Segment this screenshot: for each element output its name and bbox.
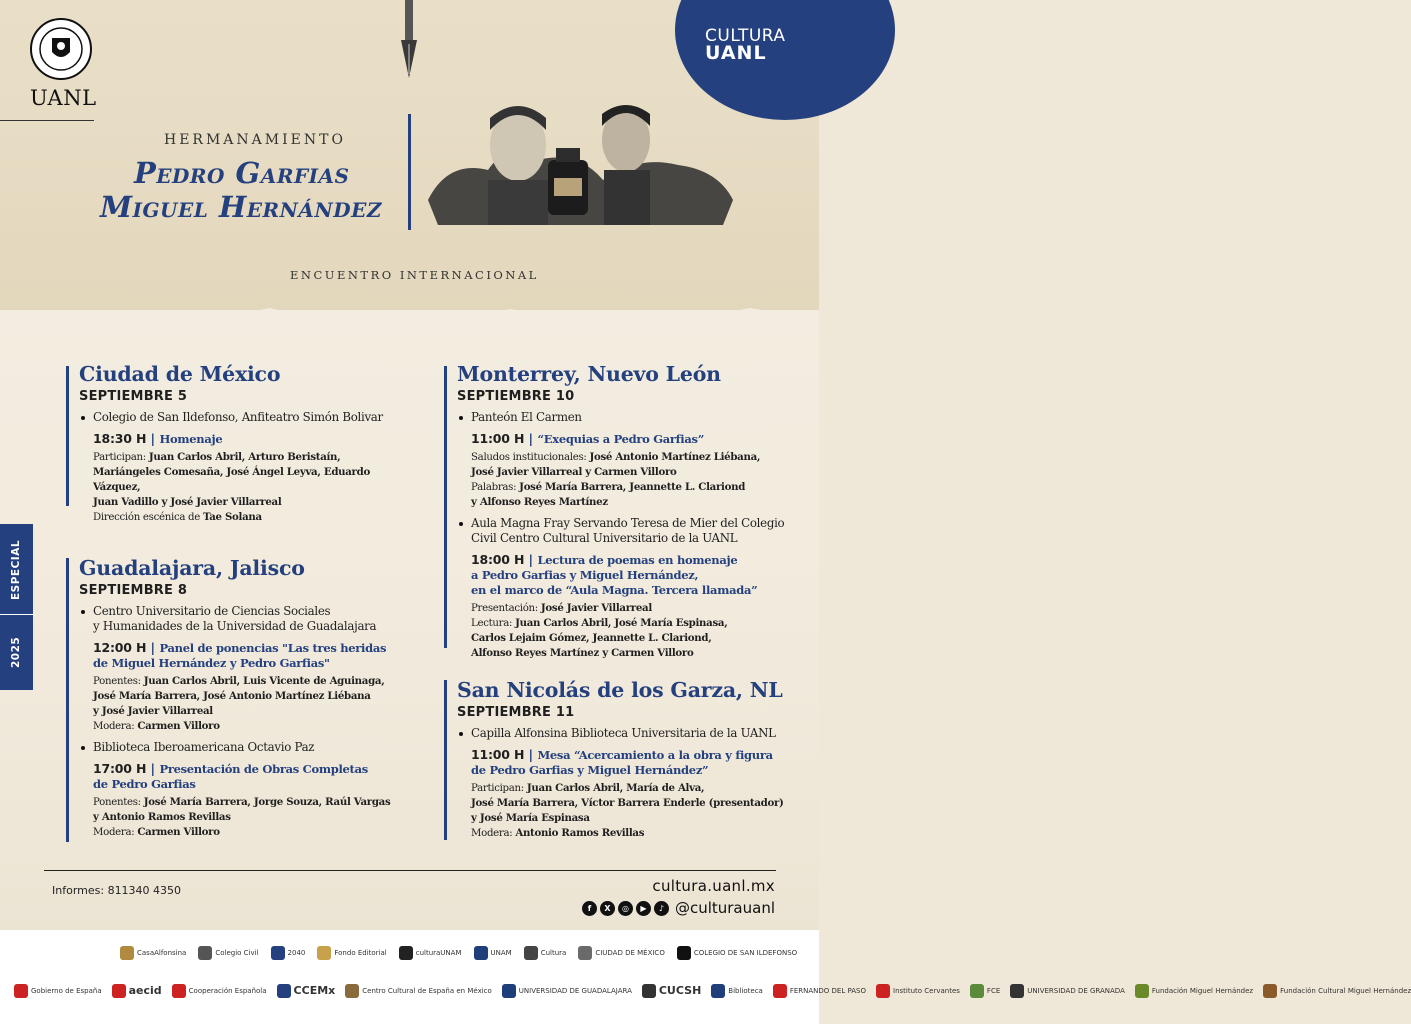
bullet-icon [459, 522, 463, 526]
partner-logo-text: FCE [986, 987, 1001, 995]
detail-label: Saludos institucionales: [471, 452, 590, 463]
event-venue [471, 516, 794, 546]
partner-logo [198, 946, 258, 960]
city-heading: Monterrey, Nuevo León [457, 362, 721, 386]
bullet-icon [459, 416, 463, 420]
partner-logo-icon [1135, 984, 1149, 998]
event-time-row [471, 430, 794, 447]
uanl-seal-logo [30, 18, 92, 80]
detail-names: Alfonso Reyes Martínez y Carmen Villoro [471, 647, 694, 659]
event-time-row [93, 639, 396, 671]
city-heading: Ciudad de México [79, 362, 281, 386]
partner-logo-icon [474, 946, 488, 960]
detail-label: Modera: [471, 828, 516, 839]
partner-logo-icon [14, 984, 28, 998]
event-details [93, 450, 396, 525]
x-icon[interactable]: X [600, 901, 615, 916]
detail-names: Juan Carlos Abril, Luis Vicente de Aguinaga, [143, 675, 385, 687]
event-time-row [471, 551, 794, 598]
partner-logo [474, 946, 512, 960]
partner-logo [1010, 984, 1125, 998]
event-item [457, 726, 794, 841]
event-time-row [93, 430, 396, 447]
partner-logo-text: UNAM [490, 949, 512, 957]
venue-line: Colegio de San Ildefonso, Anfiteatro Simón Bolivar [93, 410, 383, 424]
partner-logo-icon [970, 984, 984, 998]
uanl-logo-text: UANL [30, 86, 97, 110]
event-activity: de Pedro Garfias y Miguel Hernández” [471, 763, 709, 777]
detail-line [471, 631, 794, 646]
cultura-badge-line1: CULTURA [705, 26, 786, 46]
event-time: 12:00 H [93, 640, 147, 655]
detail-names: Antonio Ramos Revillas [515, 827, 645, 839]
partner-logo [502, 984, 632, 998]
portraits-illustration [428, 100, 733, 230]
partner-logo-text: Centro Cultural de España en México [362, 987, 492, 995]
footer-divider [44, 870, 776, 871]
partner-logo-text: Gobierno de España [31, 987, 102, 995]
detail-names: y Alfonso Reyes Martínez [471, 496, 608, 508]
partner-logo [172, 984, 267, 998]
website-link[interactable]: cultura.uanl.mx [652, 877, 775, 895]
detail-label: Ponentes: [93, 676, 144, 687]
event-activity: Panel de ponencias "Las tres heridas [159, 641, 387, 655]
partner-logo [642, 984, 701, 998]
city-heading: San Nicolás de los Garza, NL [457, 678, 783, 702]
partner-logo-text: Fondo Editorial [334, 949, 387, 957]
detail-names: José Antonio Martínez Liébana, [589, 451, 761, 463]
detail-line [471, 781, 794, 796]
event-time: 17:00 H [93, 761, 147, 776]
partner-logo [120, 946, 186, 960]
activity-line [471, 551, 794, 568]
date-heading: SEPTIEMBRE 10 [457, 389, 575, 404]
partner-logo-text: CasaAlfonsina [137, 949, 187, 957]
detail-names: José María Barrera, Jeannette L. Clariond [519, 481, 746, 493]
partner-logo-text: culturaUNAM [415, 949, 462, 957]
detail-label: Ponentes: [93, 797, 144, 808]
title-divider [408, 114, 411, 230]
title-name-2: Miguel Hernández [100, 190, 382, 224]
event-subtitle: ENCUENTRO INTERNACIONAL [290, 268, 539, 282]
activity-line [471, 430, 794, 447]
partner-logo [14, 984, 102, 998]
partner-logo-icon [317, 946, 331, 960]
detail-label: Palabras: [471, 482, 520, 493]
partner-logo-text: 2040 [287, 949, 306, 957]
detail-line [93, 810, 396, 825]
partner-logo-icon [642, 984, 656, 998]
partner-logo-icon [773, 984, 787, 998]
detail-names: y Antonio Ramos Revillas [93, 811, 231, 823]
partner-logo-text: Colegio Civil [215, 949, 259, 957]
logo-divider [0, 120, 94, 121]
partner-logos-row-2 [14, 984, 1411, 998]
tiktok-icon[interactable]: ♪ [654, 901, 669, 916]
detail-line [471, 495, 794, 510]
partner-logo [524, 946, 567, 960]
detail-line [471, 796, 794, 811]
detail-names: Juan Vadillo y José Javier Villarreal [93, 496, 282, 508]
partner-logo-icon [524, 946, 538, 960]
detail-line [93, 465, 396, 495]
venue-line: Civil Centro Cultural Universitario de la UANL [471, 531, 738, 545]
detail-names: José María Barrera, Víctor Barrera Enderle (presentador) [471, 797, 784, 809]
partner-logo-text: Cooperación Española [188, 987, 267, 995]
instagram-icon[interactable]: ◎ [618, 901, 633, 916]
detail-label: Modera: [93, 721, 138, 732]
partner-logo [1135, 984, 1253, 998]
event-venue [471, 726, 794, 741]
venue-line: Centro Universitario de Ciencias Sociales [93, 604, 331, 618]
city-heading: Guadalajara, Jalisco [79, 556, 305, 580]
partner-logo-text: aecid [128, 984, 162, 997]
event-details [471, 450, 794, 510]
partner-logo-icon [399, 946, 413, 960]
partner-logo-text: UNIVERSIDAD DE GUADALAJARA [518, 987, 632, 995]
partner-logo [1263, 984, 1411, 998]
schedule-section [444, 678, 794, 841]
event-item [79, 410, 396, 525]
event-item [79, 740, 396, 840]
detail-label: Presentación: [471, 603, 541, 614]
event-venue [93, 410, 396, 425]
detail-names: José María Barrera, Jorge Souza, Raúl Vargas [143, 796, 391, 808]
event-activity: de Miguel Hernández y Pedro Garfias" [93, 656, 330, 670]
detail-names: Juan Carlos Abril, José María Espinasa, [515, 617, 728, 629]
time-separator: | [524, 552, 538, 567]
event-activity: Presentación de Obras Completas [159, 762, 368, 776]
partner-logo-text: Fundación Cultural Miguel Hernández [1280, 987, 1411, 995]
detail-line [471, 465, 794, 480]
venue-line: Panteón El Carmen [471, 410, 582, 424]
partner-logo-text: CCEMx [293, 984, 336, 997]
partner-logo [345, 984, 492, 998]
detail-line [93, 450, 396, 465]
partner-logo-icon [112, 984, 126, 998]
detail-names: Carmen Villoro [137, 826, 220, 838]
detail-names: Mariángeles Comesaña, José Ángel Leyva, Eduardo Vázquez, [93, 466, 370, 493]
activity-line [93, 760, 396, 777]
event-time: 11:00 H [471, 747, 525, 762]
event-details [93, 795, 396, 840]
schedule-section [444, 362, 794, 661]
section-content [444, 678, 794, 841]
time-separator: | [146, 640, 160, 655]
detail-names: y José Javier Villarreal [93, 705, 213, 717]
event-activity: Homenaje [159, 432, 223, 446]
partner-logo [773, 984, 866, 998]
event-activity: Mesa “Acercamiento a la obra y figura [537, 748, 773, 762]
detail-label: Participan: [471, 783, 527, 794]
bullet-icon [81, 746, 85, 750]
event-activity: a Pedro Garfias y Miguel Hernández, [471, 568, 699, 582]
time-separator: | [524, 431, 538, 446]
detail-label: Lectura: [471, 618, 516, 629]
partner-logo-text: Cultura [540, 949, 567, 957]
time-separator: | [146, 761, 160, 776]
partner-logo-text: COLEGIO DE SAN ILDEFONSO [693, 949, 798, 957]
detail-label: Modera: [93, 827, 138, 838]
detail-names: Juan Carlos Abril, Arturo Beristaín, [148, 451, 341, 463]
partner-logo-icon [578, 946, 592, 960]
partner-logo-text: FERNANDO DEL PASO [789, 987, 866, 995]
partner-logo [711, 984, 763, 998]
schedule-section [66, 556, 396, 840]
partner-logo-icon [502, 984, 516, 998]
partner-logo-text: CIUDAD DE MÉXICO [595, 949, 665, 957]
detail-names: y José María Espinasa [471, 812, 590, 824]
section-content [66, 556, 396, 840]
event-details [471, 601, 794, 661]
partner-logo [970, 984, 1000, 998]
detail-line [93, 719, 396, 734]
partner-logo [277, 984, 336, 998]
detail-line [93, 825, 396, 840]
date-heading: SEPTIEMBRE 11 [457, 705, 575, 720]
facebook-icon[interactable]: f [582, 901, 597, 916]
title-name-1: Pedro Garfias [134, 156, 350, 190]
event-venue [93, 604, 396, 634]
activity-line [471, 746, 794, 763]
detail-line [93, 510, 396, 525]
title-kicker: HERMANAMIENTO [164, 132, 346, 148]
event-time-row [93, 760, 396, 792]
bullet-icon [81, 610, 85, 614]
event-item [457, 516, 794, 661]
partner-logo [578, 946, 665, 960]
detail-line [93, 704, 396, 719]
partner-logo-text: UNIVERSIDAD DE GRANADA [1027, 987, 1125, 995]
detail-line [471, 616, 794, 631]
partner-logo-icon [1010, 984, 1024, 998]
detail-names: José Javier Villarreal y Carmen Villoro [471, 466, 677, 478]
social-links [582, 899, 775, 917]
event-time: 11:00 H [471, 431, 525, 446]
social-handle[interactable]: @culturauanl [674, 899, 775, 917]
detail-line [471, 480, 794, 495]
detail-line [471, 811, 794, 826]
partner-logo-text: Biblioteca [728, 987, 763, 995]
event-venue [471, 410, 794, 425]
detail-line [93, 795, 396, 810]
partner-strip-background [0, 930, 819, 1024]
schedule-section [66, 362, 396, 525]
partner-logo [317, 946, 386, 960]
side-tab-year: 2025 [10, 636, 22, 668]
date-heading: SEPTIEMBRE 5 [79, 389, 188, 404]
detail-line [471, 601, 794, 616]
venue-line: y Humanidades de la Universidad de Guadalajara [93, 619, 377, 633]
partner-logo [677, 946, 797, 960]
event-activity: de Pedro Garfias [93, 777, 196, 791]
detail-line [93, 495, 396, 510]
side-tab-label: ESPECIAL [10, 539, 22, 600]
bullet-icon [459, 732, 463, 736]
detail-names: Carmen Villoro [137, 720, 220, 732]
partner-logo-icon [677, 946, 691, 960]
event-venue [93, 740, 396, 755]
bullet-icon [81, 416, 85, 420]
detail-line [93, 674, 396, 689]
partner-logo-text: CUCSH [658, 984, 702, 997]
date-heading: SEPTIEMBRE 8 [79, 583, 188, 598]
partner-logo-icon [271, 946, 285, 960]
venue-line: Aula Magna Fray Servando Teresa de Mier del Colegio [471, 516, 785, 530]
section-content [66, 362, 396, 525]
event-time: 18:00 H [471, 552, 525, 567]
pen-nib-icon [398, 0, 420, 80]
event-details [93, 674, 396, 734]
detail-line [471, 450, 794, 465]
detail-label: Participan: [93, 452, 149, 463]
event-item [79, 604, 396, 734]
detail-names: José María Barrera, José Antonio Martínez Liébana [93, 690, 371, 702]
detail-names: Carlos Lejaim Gómez, Jeannette L. Clariond, [471, 632, 712, 644]
partner-logo [876, 984, 960, 998]
event-item [457, 410, 794, 510]
time-separator: | [524, 747, 538, 762]
detail-names: José Javier Villarreal [540, 602, 652, 614]
event-activity: en el marco de “Aula Magna. Tercera llamada” [471, 583, 758, 597]
partner-logo-icon [876, 984, 890, 998]
time-separator: | [146, 431, 160, 446]
activity-line [93, 430, 396, 447]
partner-logo-icon [1263, 984, 1277, 998]
youtube-icon[interactable]: ▶ [636, 901, 651, 916]
partner-logo [112, 984, 162, 998]
event-time-row [471, 746, 794, 778]
contact-phone: Informes: 811340 4350 [52, 884, 182, 897]
detail-line [93, 689, 396, 704]
cultura-badge-line2: UANL [705, 42, 767, 64]
detail-label: Dirección escénica de [93, 512, 203, 523]
side-tab-divider [0, 614, 33, 615]
partner-logo-icon [198, 946, 212, 960]
section-content [444, 362, 794, 661]
partner-logo-text: Instituto Cervantes [893, 987, 960, 995]
event-time: 18:30 H [93, 431, 147, 446]
partner-logo-icon [172, 984, 186, 998]
detail-line [471, 646, 794, 661]
venue-line: Biblioteca Iberoamericana Octavio Paz [93, 740, 315, 754]
partner-logo-icon [277, 984, 291, 998]
event-activity: Lectura de poemas en homenaje [537, 553, 738, 567]
partner-logo-icon [345, 984, 359, 998]
partner-logos-row-1 [120, 946, 797, 960]
detail-line [471, 826, 794, 841]
detail-names: Juan Carlos Abril, María de Alva, [526, 782, 705, 794]
partner-logo [271, 946, 306, 960]
activity-line [93, 639, 396, 656]
venue-line: Capilla Alfonsina Biblioteca Universitaria de la UANL [471, 726, 776, 740]
partner-logo-icon [711, 984, 725, 998]
event-activity: “Exequias a Pedro Garfias” [537, 432, 705, 446]
partner-logo-text: Fundación Miguel Hernández [1151, 987, 1254, 995]
torn-paper-edge [0, 296, 819, 336]
partner-logo [399, 946, 462, 960]
event-details [471, 781, 794, 841]
partner-logo-icon [120, 946, 134, 960]
detail-names: Tae Solana [202, 511, 262, 523]
